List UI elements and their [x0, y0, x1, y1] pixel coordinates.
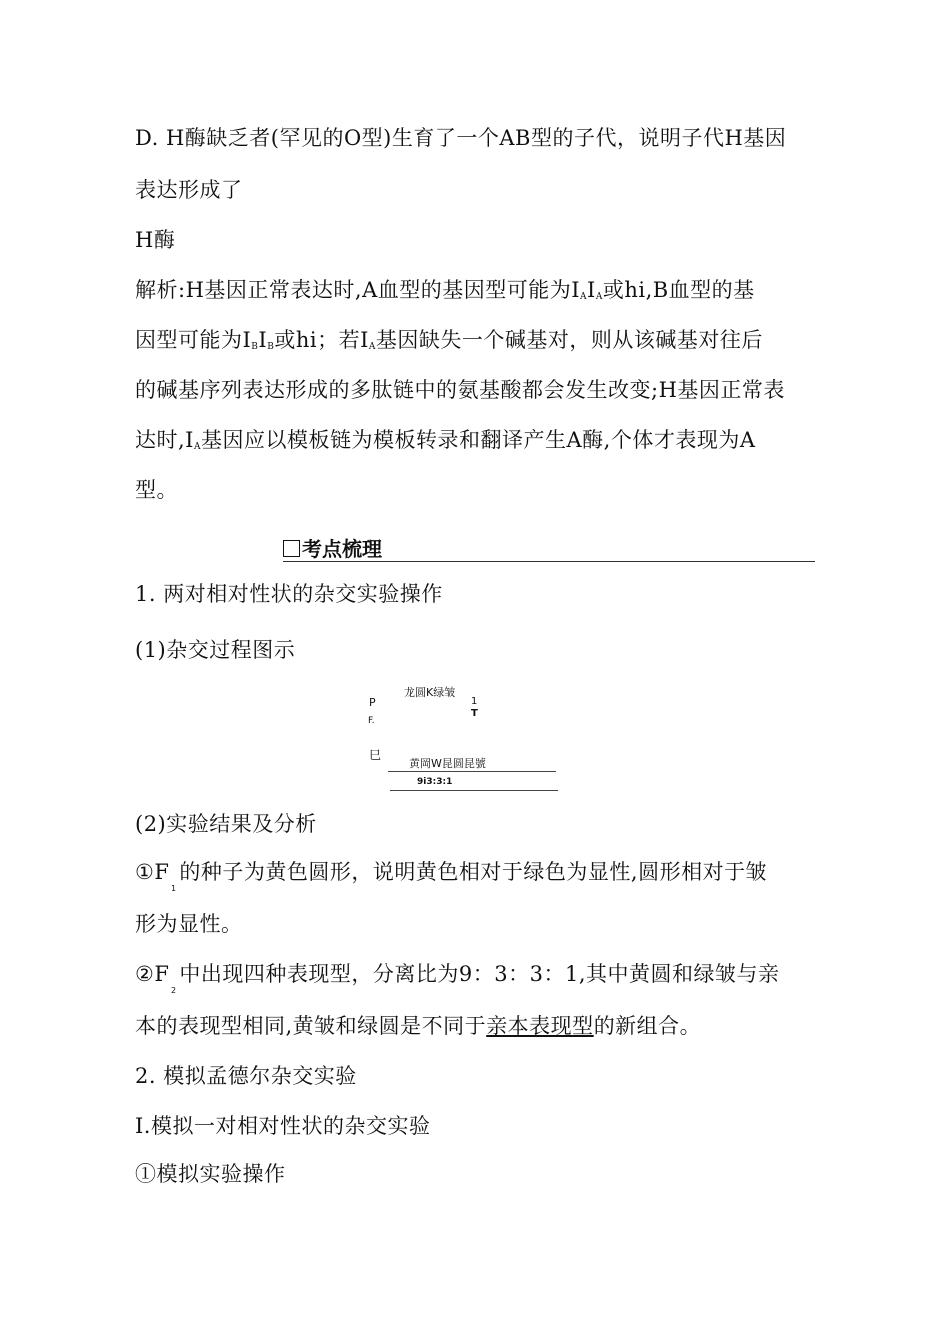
checkbox-icon	[283, 540, 300, 557]
heading-2: 2. 模拟孟德尔杂交实验	[135, 1064, 357, 1088]
diagram-one-label: 1	[471, 696, 478, 707]
analysis-line-1: 解析:H基因正常表达时,A血型的基因型可能为$I_AI_A$或hi,B血型的基	[135, 278, 755, 302]
result-1-subscript: 1	[171, 884, 177, 893]
diagram-rule-1	[388, 771, 556, 772]
diagram-t-label: T	[471, 708, 478, 719]
subheading-2-2: ①模拟实验操作	[135, 1162, 286, 1186]
result-2-line-1: ②F 中出现四种表现型，分离比为9：3：3：1,其中黄圆和绿皱与亲	[135, 962, 780, 986]
analysis-line-4: 达时$,I_A$基因应以模板链为模板转录和翻译产生A酶,个体才表现为A	[135, 428, 756, 452]
result-1-line-1: ①F 的种子为黄色圆形，说明黄色相对于绿色为显性,圆形相对于皱	[135, 860, 768, 884]
diagram-ratio: 9i3:3:1	[417, 777, 453, 787]
text-line-1: D. H酶缺乏者(罕见的O型)生育了一个AB型的子代，说明子代H基因	[135, 126, 787, 150]
text-line-2: 表达形成了	[135, 178, 243, 202]
analysis-line-3: 的碱基序列表达形成的多肽链中的氨基酸都会发生改变;H基因正常表	[135, 378, 785, 402]
subheading-1-1: (1)杂交过程图示	[135, 638, 296, 662]
heading-1: 1. 两对相对性状的杂交实验操作	[135, 582, 443, 606]
diagram-f-label: F.	[368, 716, 375, 726]
result-1-line-2: 形为显性。	[135, 912, 243, 936]
text-line-3: H酶	[135, 228, 176, 252]
subheading-1-2: (2)实验结果及分析	[135, 812, 317, 836]
diagram-glyph: 巳	[369, 748, 382, 762]
diagram-offspring-label: 黄岡W昆圆昆號	[409, 757, 486, 770]
diagram-p-label: P	[369, 696, 376, 709]
analysis-line-2: 因型可能为$I_BI_B$或hi；若$I_A$基因缺失一个碱基对，则从该碱基对往后	[135, 328, 763, 352]
result-2-subscript: 2	[171, 986, 177, 995]
subheading-2-1: I.模拟一对相对性状的杂交实验	[135, 1114, 431, 1138]
result-2-line-2: 本的表现型相同,黄皱和绿圆是不同于亲本表现型的新组合。	[135, 1014, 702, 1038]
cross-diagram	[360, 678, 570, 798]
section-title: 考点梳理	[302, 537, 382, 561]
section-header	[283, 531, 815, 562]
diagram-rule-2	[390, 790, 558, 791]
underlined-term: 亲本表现型	[486, 1014, 594, 1038]
analysis-line-5: 型。	[135, 478, 178, 502]
diagram-parent-label: 龙圆K绿皱	[404, 686, 456, 699]
